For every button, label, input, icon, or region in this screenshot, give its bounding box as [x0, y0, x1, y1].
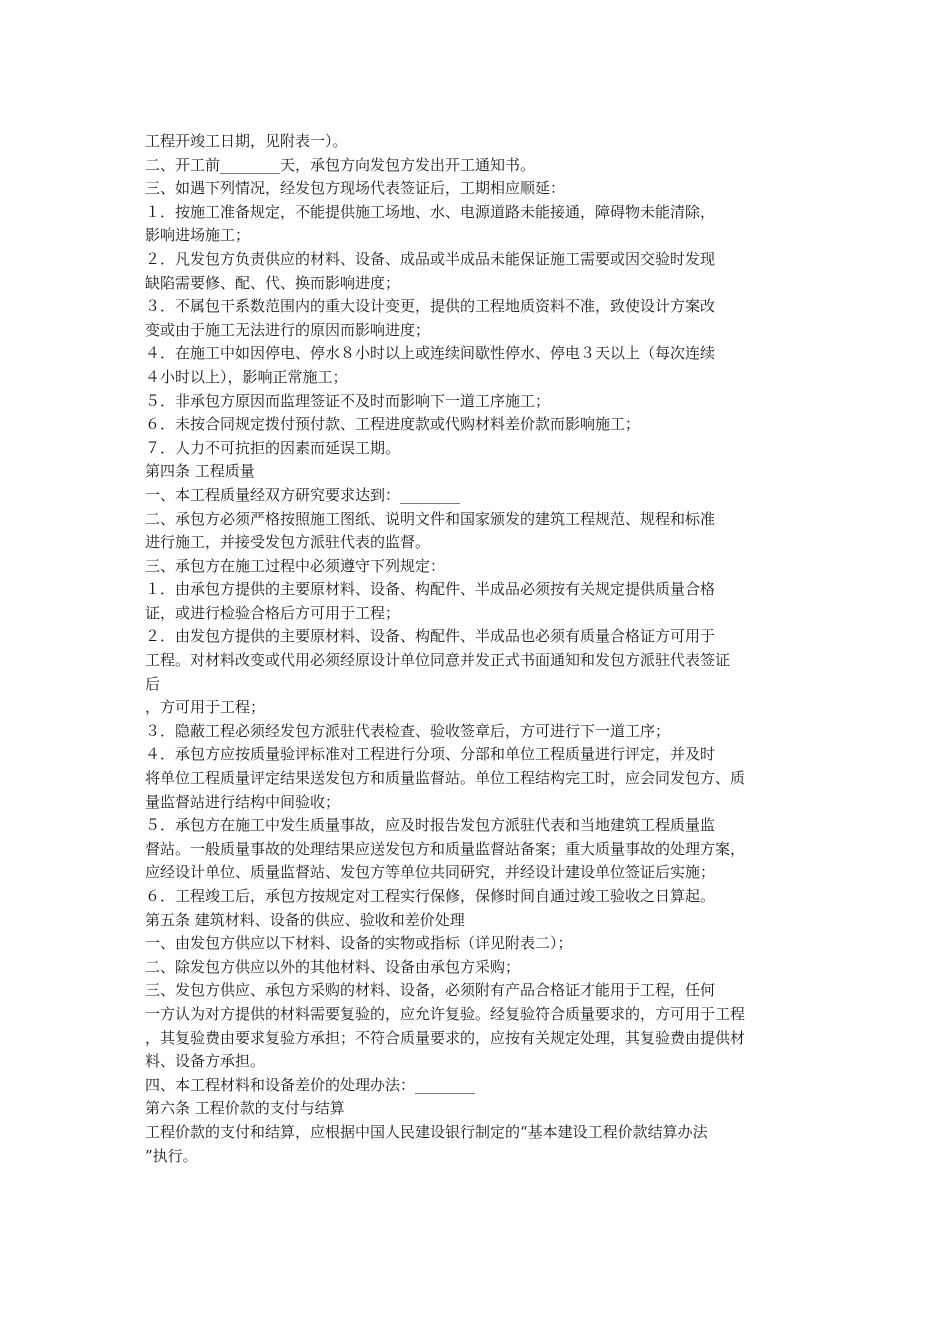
text-line: 二、除发包方供应以外的其他材料、设备由承包方采购； — [145, 957, 521, 976]
text-line: 量监督站进行结构中间验收； — [145, 792, 341, 811]
text-line: ４小时以上），影响正常施工； — [145, 367, 348, 386]
text-line: ２．凡发包方负责供应的材料、设备、成品或半成品未能保证施工需要或因交验时发现 — [145, 249, 716, 268]
text-line: ２．由发包方提供的主要原材料、设备、构配件、半成品也必须有质量合格证方可用于 — [145, 627, 716, 646]
text-line: ４．在施工中如因停电、停水８小时以上或连续间歇性停水、停电３天以上（每次连续 — [145, 344, 716, 363]
text-line: 三、如遇下列情况，经发包方现场代表签证后，工期相应顺延： — [145, 179, 566, 198]
text-line: ４．承包方应按质量验评标准对工程进行分项、分部和单位工程质量进行评定，并及时 — [145, 745, 716, 764]
text-line: ３．隐蔽工程必须经发包方派驻代表检查、验收签章后，方可进行下一道工序； — [145, 721, 671, 740]
text-line: 二、开工前________天，承包方向发包方发出开工通知书。 — [145, 155, 536, 174]
text-line: 三、发包方供应、承包方采购的材料、设备，必须附有产品合格证才能用于工程，任何 — [145, 981, 716, 1000]
text-line: 后 — [145, 674, 161, 693]
text-line: 一方认为对方提供的材料需要复验的，应允许复验。经复验符合质量要求的，方可用于工程 — [145, 1004, 746, 1023]
text-line: ６．工程竣工后，承包方按规定对工程实行保修，保修时间自通过竣工验收之日算起。 — [145, 887, 716, 905]
text-line: ５．承包方在施工中发生质量事故，应及时报告发包方派驻代表和当地建筑工程质量监 — [145, 816, 716, 835]
section-heading: 第四条 工程质量 — [145, 462, 255, 481]
text-line: 变或由于施工无法进行的原因而影响进度； — [145, 320, 431, 339]
text-line: 影响进场施工； — [145, 226, 251, 245]
text-line: ６．未按合同规定拨付预付款、工程进度款或代购材料差价款而影响施工； — [145, 415, 641, 434]
text-line: 料、设备方承担。 — [145, 1052, 266, 1071]
text-line: 应经设计单位、质量监督站、发包方等单位共同研究，并经设计建设单位签证后实施； — [145, 863, 716, 882]
text-line: 督站。一般质量事故的处理结果应送发包方和质量监督站备案；重大质量事故的处理方案， — [145, 839, 746, 858]
text-line: 进行施工，并接受发包方派驻代表的监督。 — [145, 533, 431, 552]
text-line: １．按施工准备规定，不能提供施工场地、水、电源道路未能接通，障碍物未能清除， — [145, 202, 716, 221]
section-heading: 第六条 工程价款的支付与结算 — [145, 1099, 345, 1118]
text-line: 一、本工程质量经双方研究要求达到：________ — [145, 485, 461, 504]
text-line: ５．非承包方原因而监理签证不及时而影响下一道工序施工； — [145, 391, 551, 410]
section-heading: 第五条 建筑材料、设备的供应、验收和差价处理 — [145, 910, 465, 929]
text-line: 工程价款的支付和结算，应根据中国人民建设银行制定的“基本建设工程价款结算办法 — [145, 1122, 708, 1141]
text-line: 四、本工程材料和设备差价的处理办法：________ — [145, 1075, 476, 1094]
text-line: 工程开竣工日期，见附表一）。 — [145, 132, 348, 150]
text-line: 证，或进行检验合格后方可用于工程； — [145, 603, 401, 622]
text-line: 缺陷需要修、配、代、换而影响进度； — [145, 273, 401, 292]
text-line: ，方可用于工程； — [145, 698, 266, 717]
text-line: ”执行。 — [145, 1146, 198, 1165]
text-line: ３．不属包干系数范围内的重大设计变更，提供的工程地质资料不准，致使设计方案改 — [145, 297, 716, 316]
text-line: ７．人力不可抗拒的因素而延误工期。 — [145, 438, 401, 457]
text-line: 一、由发包方供应以下材料、设备的实物或指标（详见附表二）； — [145, 934, 573, 953]
text-line: １．由承包方提供的主要原材料、设备、构配件、半成品必须按有关规定提供质量合格 — [145, 580, 716, 599]
text-line: 二、承包方必须严格按照施工图纸、说明文件和国家颁发的建筑工程规范、规程和标准 — [145, 509, 716, 528]
text-line: ，其复验费由要求复验方承担；不符合质量要求的，应按有关规定处理，其复验费由提供材 — [145, 1028, 746, 1047]
text-line: 将单位工程质量评定结果送发包方和质量监督站。单位工程结构完工时，应会同发包方、质 — [145, 769, 746, 788]
text-line: 三、承包方在施工过程中必须遵守下列规定： — [145, 556, 446, 575]
text-line: 工程。对材料改变或代用必须经原设计单位同意并发正式书面通知和发包方派驻代表签证 — [145, 651, 731, 670]
contract-text-body — [145, 130, 825, 1168]
